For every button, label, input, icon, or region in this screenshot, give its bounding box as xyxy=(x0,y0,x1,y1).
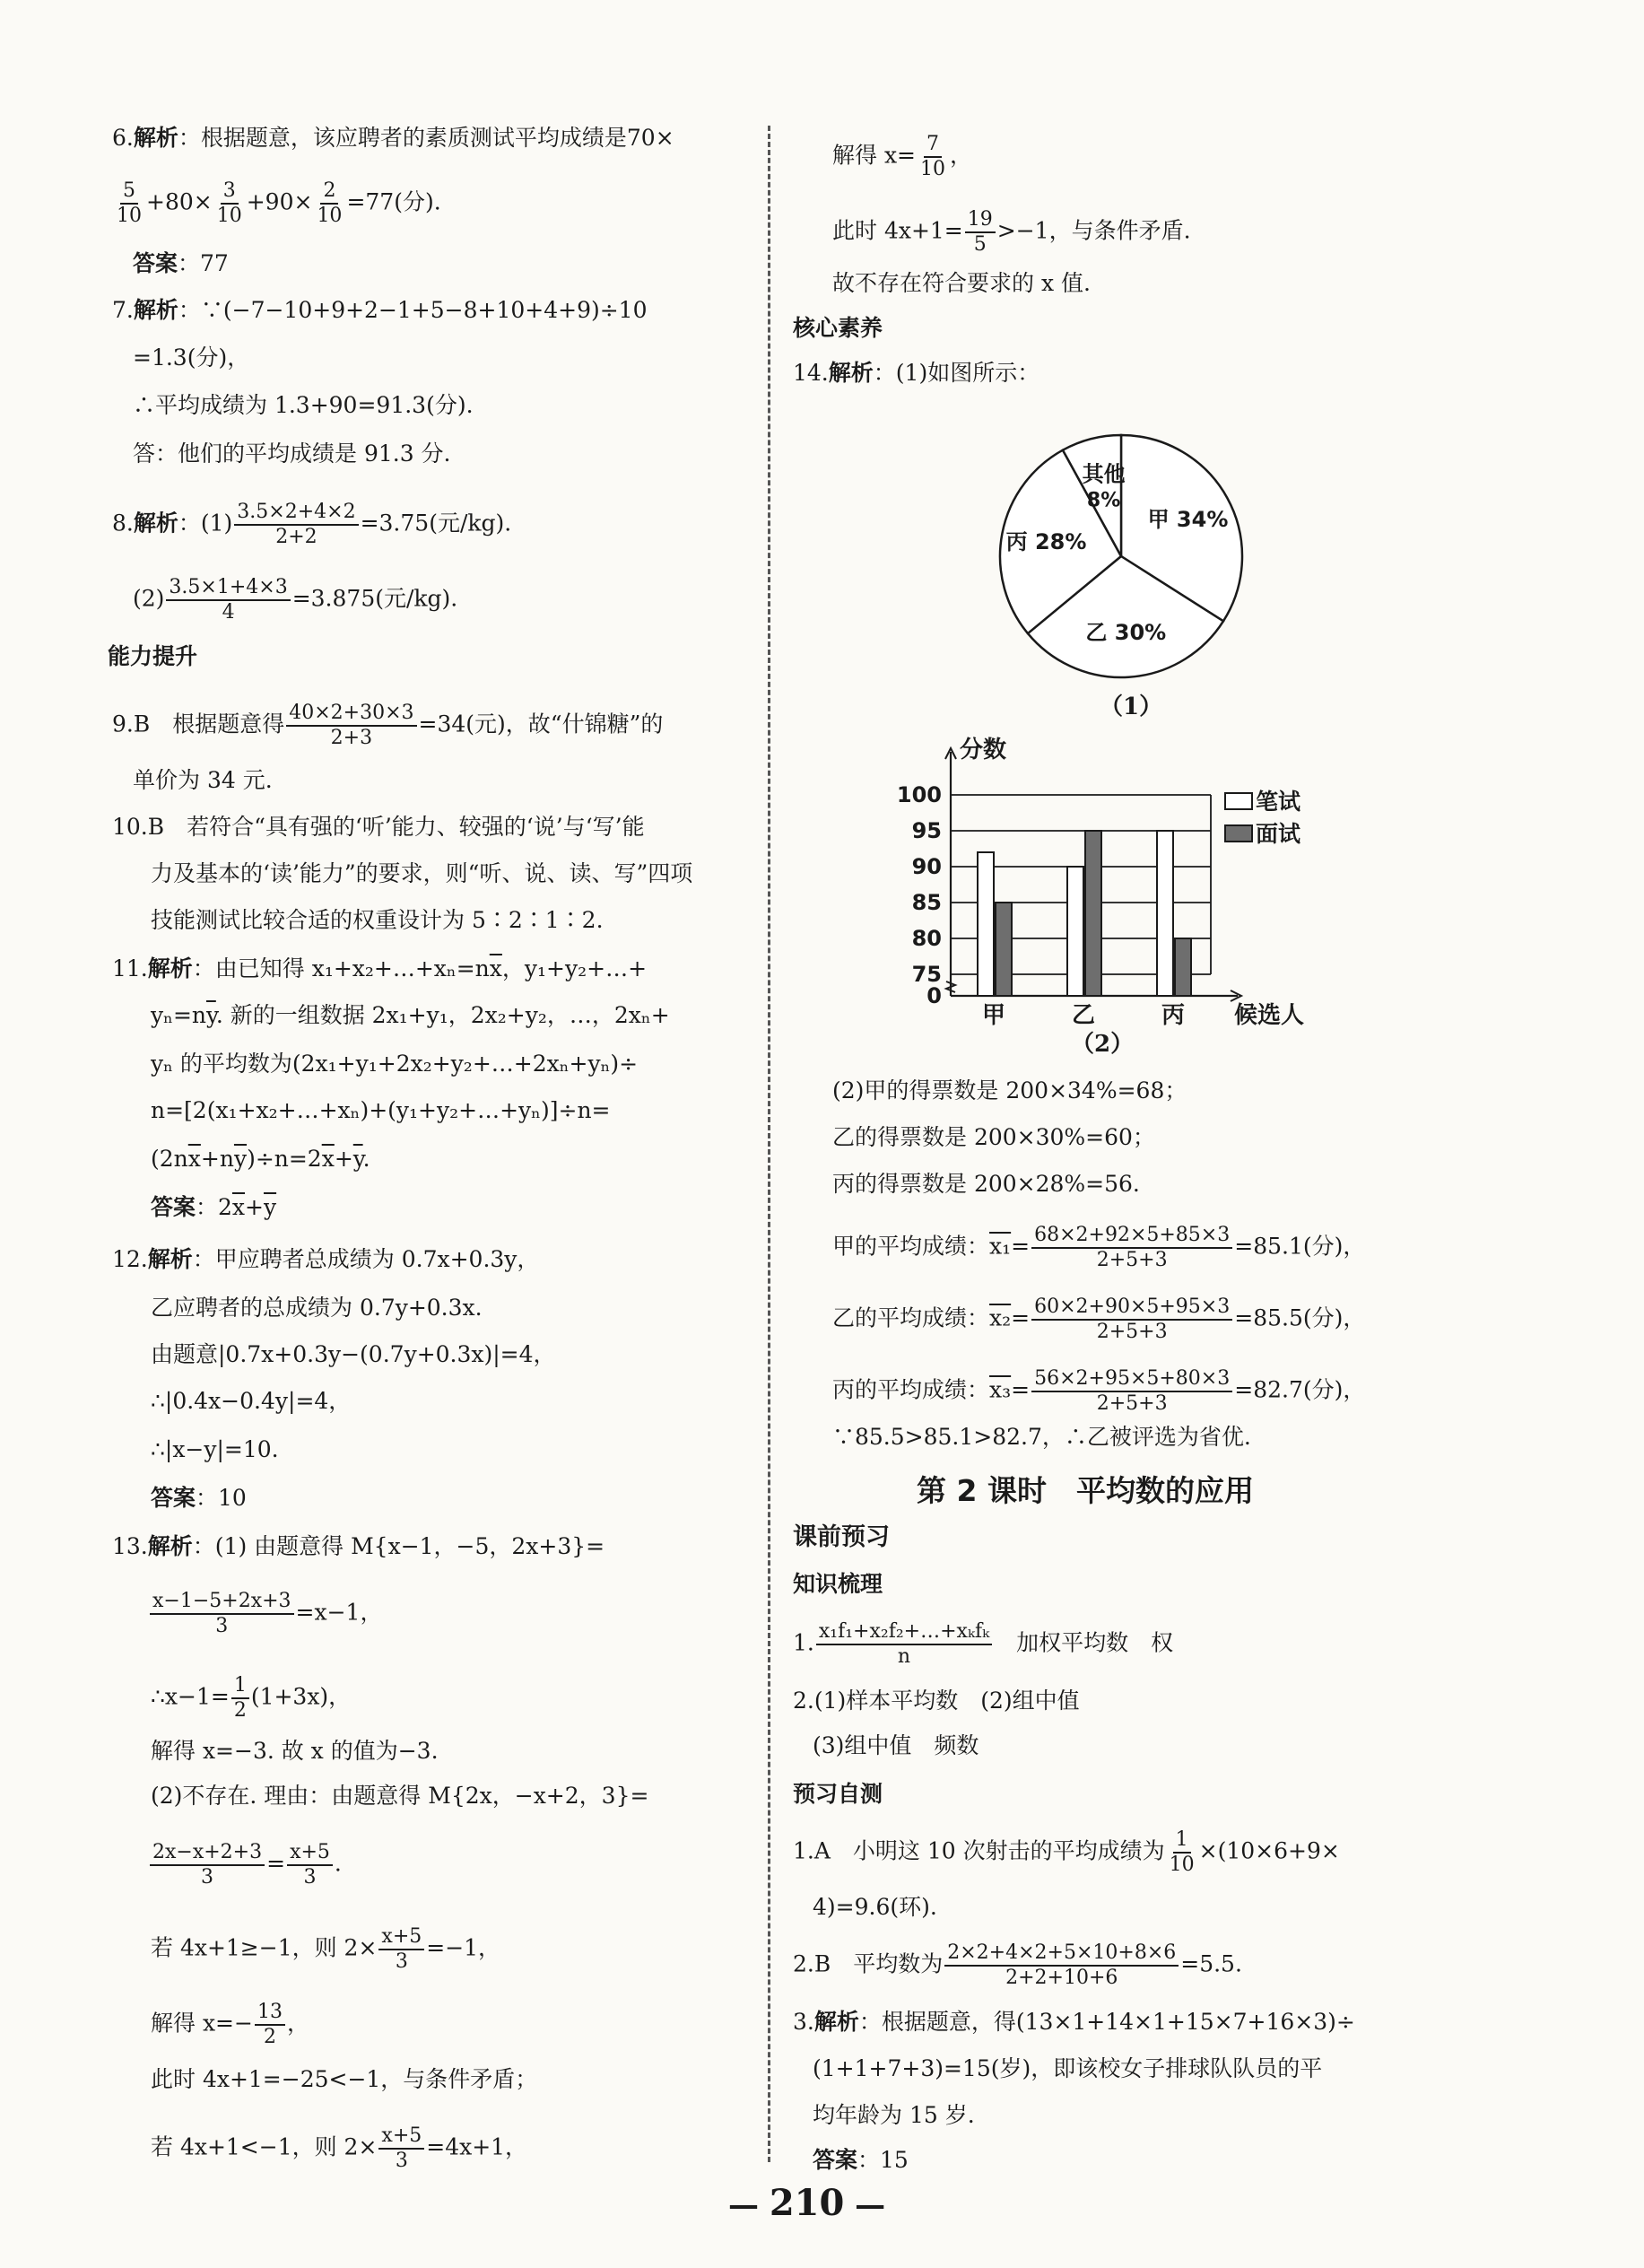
fraction: $\frac{1}{2}$ xyxy=(231,1674,249,1723)
y-axis-title: 分数 xyxy=(960,737,1007,763)
selftest-2: 2.B 平均数为 $\frac{2\times 2+4\times 2+5\times 10+8\times 6}{2+2+10+6}$ =5.5. xyxy=(793,1941,1242,1989)
q6-line1: 6.解析：根据题意，该应聘者的素质测试平均成绩是70× xyxy=(112,125,674,151)
fraction: $\frac{x+5}{3}$ xyxy=(378,1925,424,1974)
q7-line2: =1.3(分)， xyxy=(133,345,250,371)
fraction: $\frac{x+5}{3}$ xyxy=(287,1841,333,1889)
fraction: $\frac{13}{2}$ xyxy=(255,2001,285,2049)
fraction: $\frac{x-1-5+2x+3}{3}$ xyxy=(150,1590,294,1638)
q10-line1: 10.B 若符合“具有强的‘听’能力、较强的‘说’与‘写’能 xyxy=(112,814,645,840)
y-tick-label: 100 xyxy=(896,782,942,807)
fraction: $\frac{2x-x+2+3}{3}$ xyxy=(150,1841,265,1889)
bar-caption: （2） xyxy=(1071,1031,1135,1058)
fraction: $\frac{3.5\times 1+4\times 3}{4}$ xyxy=(166,576,290,624)
pie-caption: （1） xyxy=(1100,693,1163,720)
selftest-1b: 4)=9.6(环). xyxy=(813,1894,937,1920)
y-tick-label: 90 xyxy=(911,854,942,879)
pie-label-乙: 乙 30% xyxy=(1085,619,1167,645)
q13-line9: 此时 4x+1=−25<−1，与条件矛盾； xyxy=(151,2066,538,2092)
bar-笔试-甲 xyxy=(978,852,994,996)
q7-line1: 7.解析：∵(−7−10+9+2−1+5−8+10+4+9)÷10 xyxy=(112,297,648,323)
fraction: $\frac{x+5}{3}$ xyxy=(378,2124,424,2173)
fraction: $\frac{56\times 2+95\times 5+80\times 3}{2+5+3}$ xyxy=(1031,1367,1232,1416)
q12-line3: 由题意|0.7x+0.3y−(0.7y+0.3x)|=4， xyxy=(151,1341,556,1367)
knowledge-2: 2.(1)样本平均数 (2)组中值 xyxy=(793,1688,1080,1714)
x-tick-label: 乙 xyxy=(1071,1002,1096,1028)
legend-label-笔试: 笔试 xyxy=(1256,789,1301,815)
section-ability: 能力提升 xyxy=(108,643,198,669)
fraction: $\frac{40\times 2+30\times 3}{2+3}$ xyxy=(286,702,416,750)
q14-line2: (2)甲的得票数是 200×34%=68； xyxy=(832,1077,1187,1103)
selftest-3: 3.解析：根据题意，得(13×1+14×1+15×7+16×3)÷ xyxy=(793,2009,1355,2035)
bar-面试-丙 xyxy=(1175,938,1191,996)
fraction: $\frac{5}{10}$ xyxy=(117,179,142,227)
q11-line2: $y_n=n\overline{y}$. 新的一组数据 2x₁+y₁，2x₂+y₂，…，2xₙ+ xyxy=(151,1002,670,1028)
q14-line1: 14.解析：(1)如图所示： xyxy=(793,360,1040,386)
bar-面试-乙 xyxy=(1085,831,1101,996)
avg-line2: 乙的平均成绩：x₂= $\frac{60\times 2+90\times 5+95\times 3}{2+5+3}$ =85.5(分)， xyxy=(832,1295,1366,1343)
legend-swatch-笔试 xyxy=(1225,793,1252,809)
bar-笔试-乙 xyxy=(1067,867,1083,996)
y-tick-label: 80 xyxy=(911,926,942,951)
bar-笔试-丙 xyxy=(1157,831,1173,996)
fraction: $\frac{2}{10}$ xyxy=(317,179,343,227)
selftest-3b: (1+1+7+3)=15(岁)，即该校女子排球队队员的平 xyxy=(813,2055,1323,2081)
r-line2: 此时 4x+1= $\frac{19}{5}$ >−1，与条件矛盾. xyxy=(832,208,1191,256)
x-axis-title: 候选人 xyxy=(1233,1002,1305,1028)
q12-line4: ∴|0.4x−0.4y|=4， xyxy=(151,1388,352,1414)
pie-label-other: 其他 xyxy=(1082,461,1126,487)
fraction: x₁f₁+x₂f₂+…+xₖfₖ n xyxy=(816,1620,992,1669)
q7-line4: 答：他们的平均成绩是 91.3 分. xyxy=(133,441,451,467)
q11-answer: 答案：$2\overline{x}+\overline{y}$ xyxy=(151,1194,277,1220)
avg-line3: 丙的平均成绩：x₃= $\frac{56\times 2+95\times 5+80\times 3}{2+5+3}$ =82.7(分)， xyxy=(832,1367,1366,1415)
q9-line2: 单价为 34 元. xyxy=(133,767,273,793)
knowledge-1: 1. x₁f₁+x₂f₂+…+xₖfₖ n 加权平均数 权 xyxy=(793,1620,1174,1668)
fraction: $\frac{19}{5}$ xyxy=(965,208,996,257)
fraction: $\frac{2\times 2+4\times 2+5\times 10+8\times 6}{2+2+10+6}$ xyxy=(944,1941,1179,1990)
bar-面试-甲 xyxy=(996,903,1012,996)
q13-line4: 解得 x=−3. 故 x 的值为−3. xyxy=(151,1738,439,1764)
column-divider xyxy=(768,126,770,2162)
q14-line3: 乙的得票数是 200×30%=60； xyxy=(832,1124,1155,1150)
fraction: $\frac{3}{10}$ xyxy=(216,179,242,227)
page-number: — 210 — xyxy=(728,2182,886,2224)
q8-line1: 8.解析：(1) $\frac{3.5\times 2+4\times 2}{2+2}$ =3.75(元/kg). xyxy=(112,501,512,548)
selftest-3-answer: 答案：15 xyxy=(813,2147,909,2173)
q11-line1: 11.解析：由已知得 $x_1+x_2+\dots+x_n=n\overline{x}$，y₁+y₂+…+ xyxy=(112,955,648,981)
legend-swatch-面试 xyxy=(1225,825,1252,842)
y-tick-label: 0 xyxy=(926,983,942,1008)
q13-line3: ∴x−1= $\frac{1}{2}$ (1+3x)， xyxy=(151,1674,352,1722)
x-tick-label: 丙 xyxy=(1161,1002,1186,1028)
lesson-title: 第 2 课时 平均数的应用 xyxy=(917,1473,1254,1508)
avg-line1: 甲的平均成绩：x₁= $\frac{68\times 2+92\times 5+85\times 3}{2+5+3}$ =85.1(分)， xyxy=(832,1224,1366,1271)
axis-break xyxy=(946,981,955,992)
section-knowledge: 知识梳理 xyxy=(793,1571,883,1597)
selftest-3c: 均年龄为 15 岁. xyxy=(813,2102,975,2128)
knowledge-3: (3)组中值 频数 xyxy=(813,1732,979,1758)
q8-line2: (2) $\frac{3.5\times 1+4\times 3}{4}$ =3.875(元/kg). xyxy=(133,576,458,624)
q10-line3: 技能测试比较合适的权重设计为 5∶2∶1∶2. xyxy=(151,907,604,933)
y-tick-label: 95 xyxy=(911,818,942,843)
pie-label-甲: 甲 34% xyxy=(1147,507,1229,533)
q13-line10: 若 4x+1<−1，则 2× $\frac{x+5}{3}$ =4x+1， xyxy=(151,2124,528,2172)
q13-line7: 若 4x+1≥−1，则 2× $\frac{x+5}{3}$ =−1， xyxy=(151,1925,501,1973)
q10-line2: 力及基本的‘读’能力”的要求，则“听、说、读、写”四项 xyxy=(151,860,693,886)
fraction: $\frac{1}{10}$ xyxy=(1169,1828,1195,1876)
q13-line6: $\frac{2x-x+2+3}{3}$ = $\frac{x+5}{3}$ . xyxy=(148,1841,342,1889)
pie-label-other-pct: 8% xyxy=(1086,489,1121,512)
fraction: $\frac{68\times 2+92\times 5+85\times 3}{2+5+3}$ xyxy=(1031,1224,1232,1272)
q13-line5: (2)不存在. 理由：由题意得 M{2x，−x+2，3}= xyxy=(151,1783,649,1809)
selftest-1: 1.A 小明这 10 次射击的平均成绩为 $\frac{1}{10}$ ×(10×6+9× xyxy=(793,1828,1340,1876)
r-line1: 解得 x= $\frac{7}{10}$ ， xyxy=(832,133,973,180)
conclusion-line: ∵85.5>85.1>82.7，∴乙被评选为省优. xyxy=(832,1424,1251,1450)
q14-line4: 丙的得票数是 200×28%=56. xyxy=(832,1171,1140,1197)
q13-line8: 解得 x=− $\frac{13}{2}$ ， xyxy=(151,2001,309,2048)
y-tick-label: 75 xyxy=(911,962,942,987)
section-preview: 课前预习 xyxy=(793,1523,890,1551)
q12-line5: ∴|x−y|=10. xyxy=(151,1436,279,1462)
q13-line2: $\frac{x-1-5+2x+3}{3}$ =x−1， xyxy=(148,1590,382,1638)
section-selftest: 预习自测 xyxy=(793,1781,883,1807)
q6-answer: 答案：77 xyxy=(133,250,229,276)
fraction: $\frac{3.5\times 2+4\times 2}{2+2}$ xyxy=(234,501,358,549)
q11-line4: n=[2(x₁+x₂+…+xₙ)+(y₁+y₂+…+yₙ)]÷n= xyxy=(151,1097,611,1123)
fraction: $\frac{60\times 2+90\times 5+95\times 3}{2+5+3}$ xyxy=(1031,1295,1232,1344)
q11-line5: $(2n\overline{x}+n\overline{y})\div n=2\overline{x}+\overline{y}$. xyxy=(151,1146,370,1172)
x-tick-label: 甲 xyxy=(981,1002,1006,1028)
section-core: 核心素养 xyxy=(793,315,883,341)
pie-label-丙: 丙 28% xyxy=(1005,529,1087,555)
y-tick-label: 85 xyxy=(911,890,942,915)
q12-line2: 乙应聘者的总成绩为 0.7y+0.3x. xyxy=(151,1295,483,1321)
q11-line3: yₙ 的平均数为(2x₁+y₁+2x₂+y₂+…+2xₙ+yₙ)÷ xyxy=(151,1051,639,1077)
q9-line1: 9.B 根据题意得 $\frac{40\times 2+30\times 3}{2+3}$ =34(元)，故“什锦糖”的 xyxy=(112,702,664,749)
fraction: $\frac{7}{10}$ xyxy=(920,133,945,180)
q13-line1: 13.解析：(1) 由题意得 M{x−1，−5，2x+3}= xyxy=(112,1533,605,1559)
pie-chart xyxy=(987,431,1274,691)
q7-line3: ∴平均成绩为 1.3+90=91.3(分). xyxy=(133,392,474,418)
q12-answer: 答案：10 xyxy=(151,1485,247,1511)
legend-label-面试: 面试 xyxy=(1256,821,1301,847)
bar-chart xyxy=(879,732,1327,1028)
q12-line1: 12.解析：甲应聘者总成绩为 0.7x+0.3y， xyxy=(112,1246,540,1272)
r-line3: 故不存在符合要求的 x 值. xyxy=(832,270,1091,296)
q6-line2: $\frac{5}{10}$ +80× $\frac{3}{10}$ +90× $\frac{2}{10}$ =77(分). xyxy=(112,179,441,228)
